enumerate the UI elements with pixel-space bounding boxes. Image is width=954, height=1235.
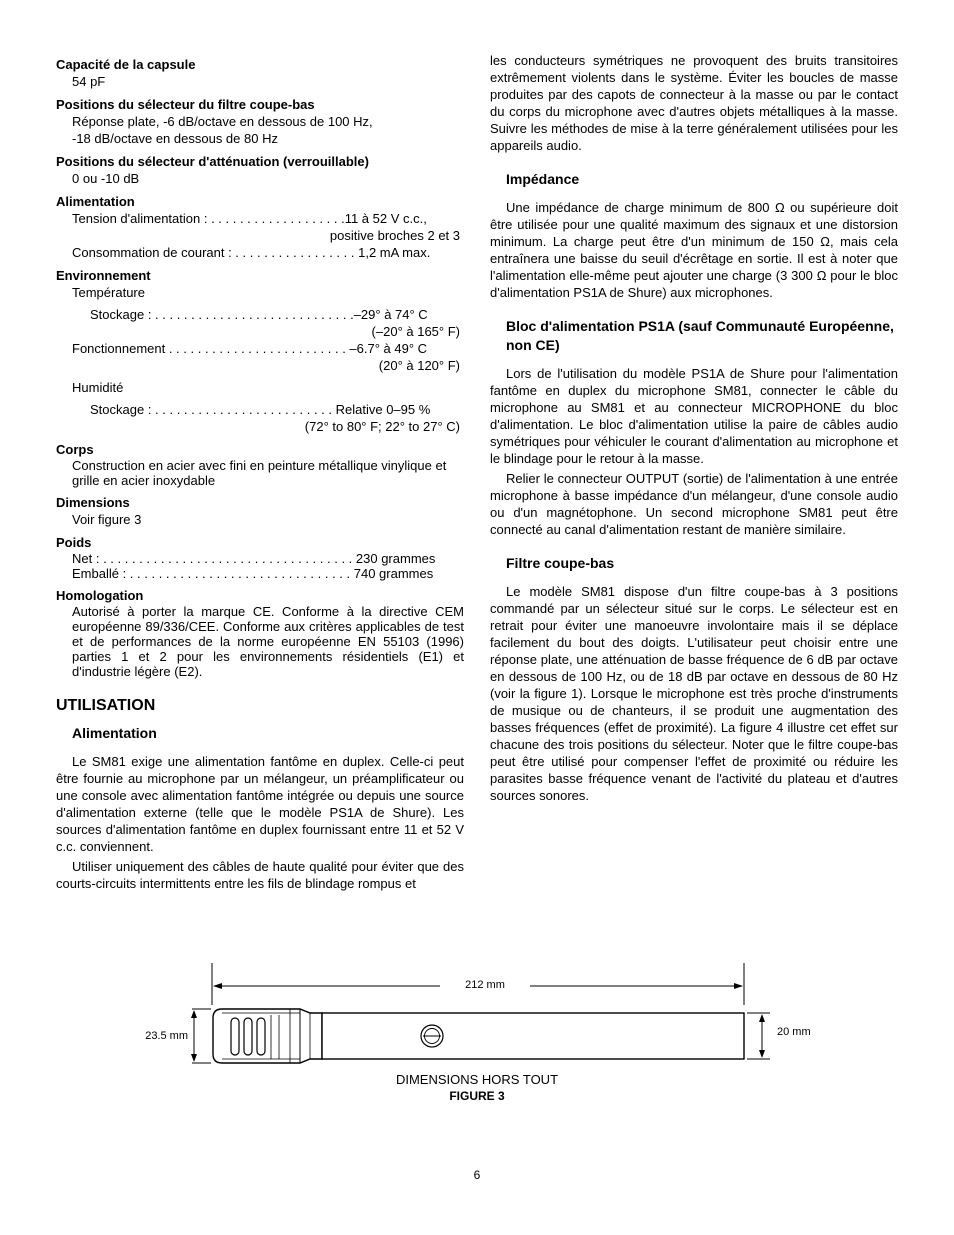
page-number: 6 [473,1168,481,1182]
ps1a-paragraph-1: Lors de l'utilisation du modèle PS1A de Shure pour l'alimentation fantôme en duplex du microphone SM81, connecter le câble du microphone au SM81 et au connecteur MICROPHONE du bloc d'alimentation. Le bloc d'alimentation utilise la paire de câbles audio symétriques pour véhiculer le courant d'alimentation au microphone et le blindage pour le retour à la masse. [490,366,898,466]
head-diameter-label: 23.5 mm [145,1030,188,1042]
left-column [56,52,464,895]
weight-title: Poids [56,535,92,550]
env-humidity: Humidité [72,380,124,395]
weight-net: Net : . . . . . . . . . . . . . . . . . . . . . . . . . . . . . . . . . . . 230 grammes [72,551,436,566]
alim-paragraph-2-continued: les conducteurs symétriques ne provoquent des bruits transitoires extrêmement violents dans le système. Éviter les boucles de masse produites par des capots de connecteur à la masse ou par le contact du corps du microphone avec d'autres objets métalliques à la masse. Suivre les méthodes de mise à la terre généralement utilisées pour les appareils audio. [490,53,898,153]
alim-paragraph-1: Le SM81 exige une alimentation fantôme en duplex. Celle-ci peut être fournie au microphone par un mélangeur, un préamplificateur ou une console avec alimentation fantôme intégrée ou depuis une source d'alimentation externe (telle que le modèle PS1A de Shure). Les sources d'alimentation fantôme en duplex fournissant entre 11 et 52 V c.c. conviennent. [56,754,464,854]
alim-heading: Alimentation [72,725,157,741]
microphone-dimension-drawing [0,955,954,1075]
impedance-paragraph: Une impédance de charge minimum de 800 Ω ou supérieure doit être utilisée pour une qualité maximum des signaux et une distorsion minimum. La charge peut être d'un minimum de 150 Ω, mais cela entraînera une baisse du seuil d'écrêtage en sortie. Il est à noter que l'alimentation elle-même peut ajouter une charge (3 300 Ω pour le bloc d'alimentation PS1A de Shure) aux microphones. [490,200,898,300]
power-current: Consommation de courant : . . . . . . . . . . . . . . . . . 1,2 mA max. [72,245,431,260]
power-voltage-pins: positive broches 2 et 3 [329,228,460,243]
filter-heading: Filtre coupe-bas [506,555,615,571]
power-title: Alimentation [56,194,135,209]
lowcut-line2: -18 dB/octave en dessous de 80 Hz [72,131,278,146]
figure-label: FIGURE 3 [449,1089,505,1103]
env-hum-storage: Stockage : . . . . . . . . . . . . . . . . . . . . . . . . . Relative 0–95 % [90,402,431,417]
ps1a-heading: Bloc d'alimentation PS1A (sauf Communauté Européenne, non CE) [506,318,894,353]
impedance-heading: Impédance [506,171,580,187]
lowcut-title: Positions du sélecteur du filtre coupe-bas [56,97,315,112]
atten-value: 0 ou -10 dB [72,171,140,186]
env-title: Environnement [56,268,151,283]
alim-paragraph-2: Utiliser uniquement des câbles de haute qualité pour éviter que des courts-circuits intermittents entre les fils de blindage rompus et [56,859,464,891]
env-operating-f: (20° à 120° F) [378,358,460,373]
figure-caption: DIMENSIONS HORS TOUT [395,1072,559,1087]
homol-text: Autorisé à porter la marque CE. Conforme à la directive CEM européenne 89/336/CEE. Conforme aux critères applicables de test et de performances de la norme européenne EN 55103 (1996) parties 1 et 2 pour les environnements résidentiels (E1) et d'industrie légère (E2). [72,604,464,679]
body-diameter-label: 20 mm [777,1026,811,1038]
dim-value: Voir figure 3 [72,512,142,527]
power-voltage: Tension d'alimentation : . . . . . . . . . . . . . . . . . . .11 à 52 V c.c., [72,211,427,226]
body-title: Corps [56,442,94,457]
env-temp: Température [72,285,145,300]
length-label: 212 mm [465,979,505,991]
atten-title: Positions du sélecteur d'atténuation (verrouillable) [56,154,369,169]
capsule-title: Capacité de la capsule [56,57,196,72]
filter-paragraph: Le modèle SM81 dispose d'un filtre coupe-bas à 3 positions commandé par un sélecteur situé sur le corps. Le sélecteur est en retrait pour éviter une manoeuvre involontaire mais il se déplace facilement du bout des doigts. L'utilisateur peut choisir entre une réponse plate, une atténuation de basse fréquence de 6 dB par octave en dessous de 100 Hz, ou de 18 dB par octave en dessous de 80 Hz (voir la figure 1). Lorsque le microphone est très proche d'instruments de musique ou de chanteurs, il se produit une augmentation des basses fréquences (effet de proximité). La figure 4 illustre cet effet sur chacune des trois positions du sélecteur. Noter que le filtre coupe-bas peut être utilisé pour compenser l'effet de proximité ou réduire les parasites basse fréquence venant de l'activité du plateau et d'autres sources sonores. [490,584,898,803]
env-operating: Fonctionnement . . . . . . . . . . . . . . . . . . . . . . . . . –6.7° à 49° C [72,341,428,356]
weight-packed: Emballé : . . . . . . . . . . . . . . . . . . . . . . . . . . . . . . . 740 grammes [72,566,434,581]
capsule-value: 54 pF [72,74,106,89]
homol-title: Homologation [56,588,144,603]
body-text: Construction en acier avec fini en peinture métallique vinylique et grille en acier inoxydable [72,458,447,488]
env-hum-storage-f: (72° to 80° F; 22° to 27° C) [304,419,460,434]
dim-title: Dimensions [56,495,130,510]
env-storage-f: (–20° à 165° F) [371,324,460,339]
lowcut-line1: Réponse plate, -6 dB/octave en dessous de 100 Hz, [72,114,373,129]
utilisation-heading: UTILISATION [56,697,156,714]
right-column [490,52,898,807]
ps1a-paragraph-2: Relier le connecteur OUTPUT (sortie) de l'alimentation à une entrée microphone à basse impédance d'un mélangeur, d'une console audio ou d'un magnétophone. Un second microphone SM81 peut être connecté au canal d'alimentation restant de manière similaire. [490,471,898,537]
env-storage: Stockage : . . . . . . . . . . . . . . . . . . . . . . . . . . . .–29° à 74° C [90,307,428,322]
